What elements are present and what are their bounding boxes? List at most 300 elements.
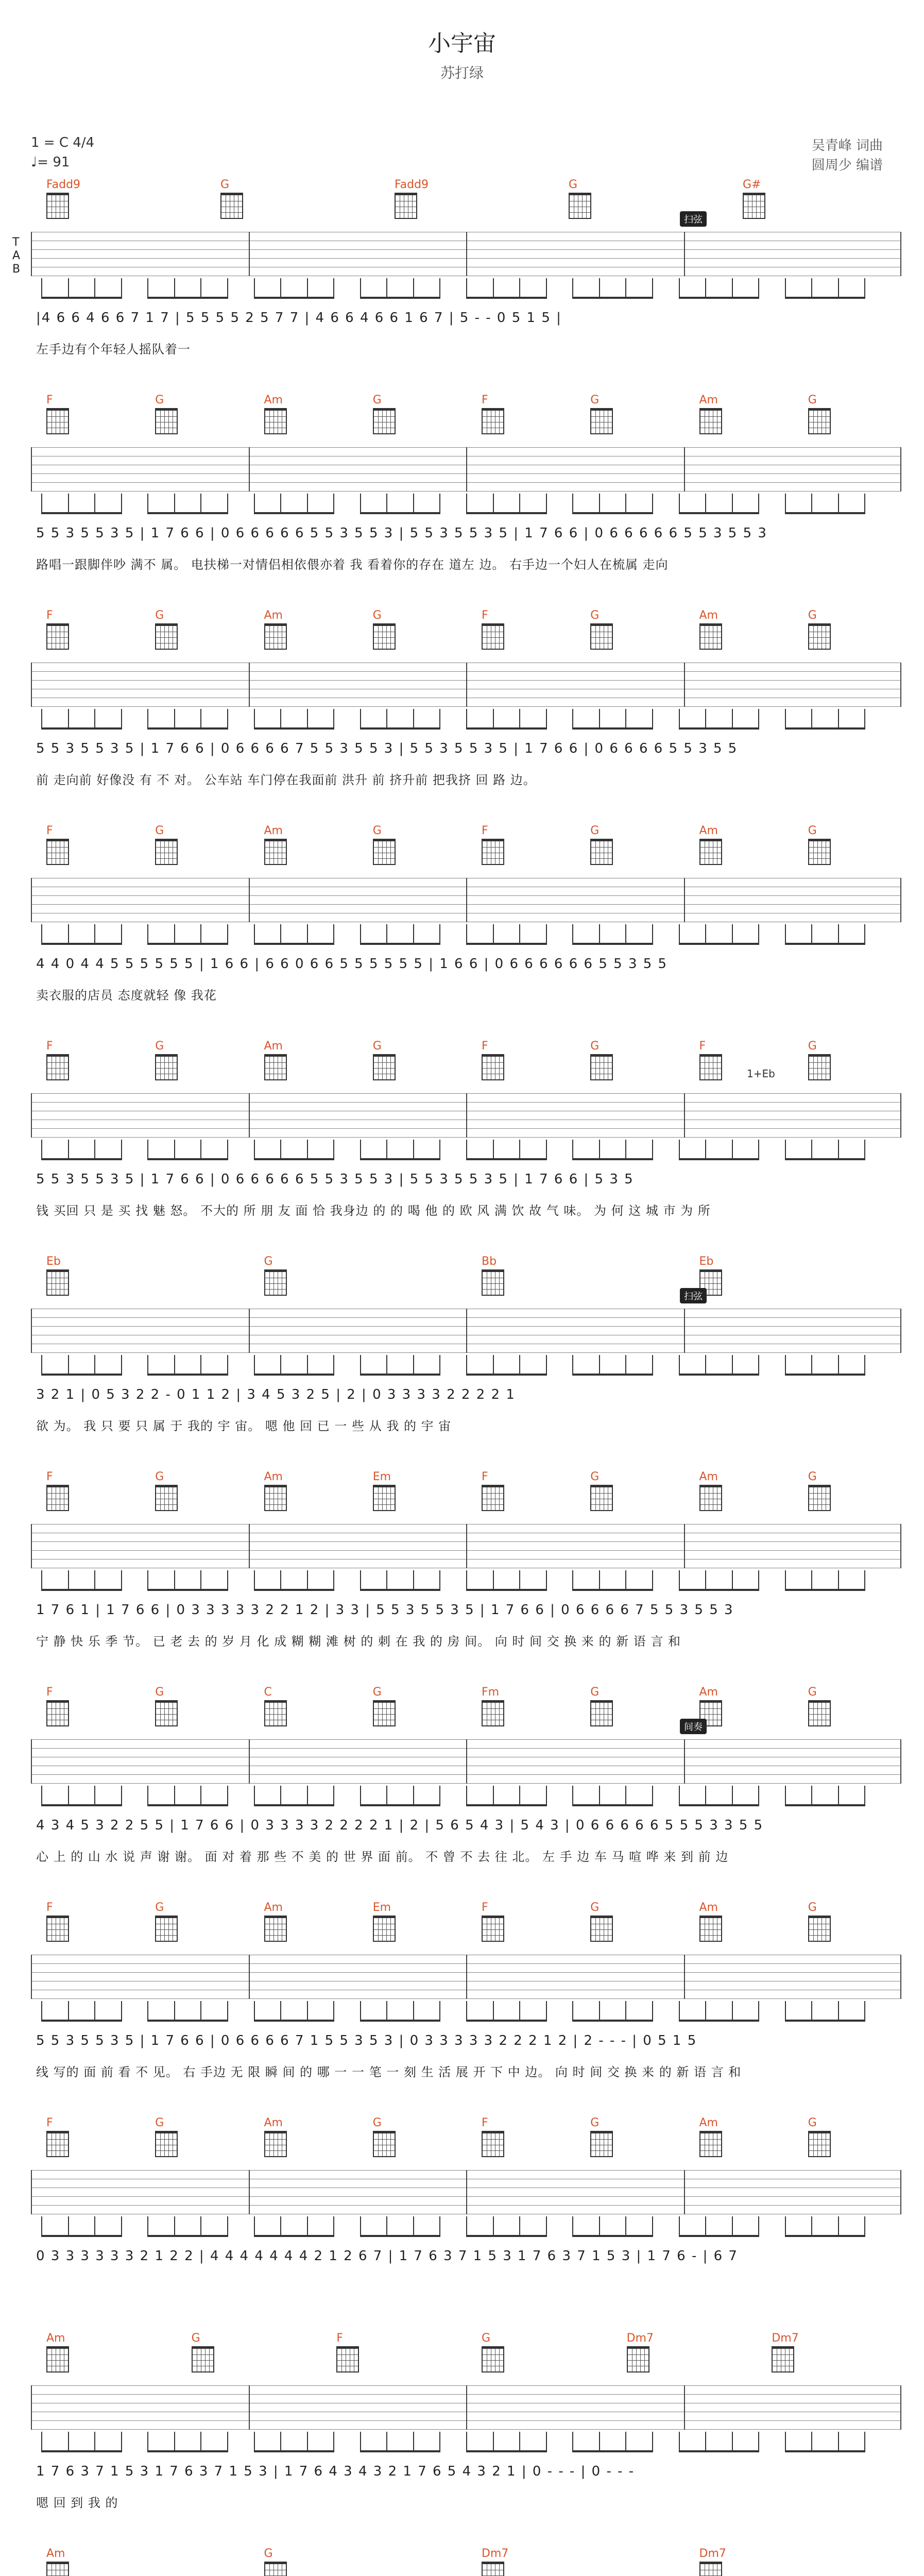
note-stem [121,1355,122,1376]
note-stem [94,924,95,945]
note-stem [413,494,414,514]
chord-name: Fm [482,1686,500,1699]
note-stem [705,1786,706,1806]
chord-name: F [46,824,53,837]
bar-line [31,1093,32,1138]
note-stem [758,709,759,730]
note-stem [599,1140,600,1160]
bar-line [684,1524,685,1568]
note-beam [466,1589,547,1591]
chord-name: G [155,1040,164,1053]
note-stem [785,2001,786,2022]
chord-name: G [590,1686,600,1699]
tab-system [0,821,924,1037]
note-beam [41,727,122,730]
chord-diagram-icon [699,1485,722,1511]
chord-diagram-icon [482,839,504,865]
chord-diagram-icon [46,408,69,434]
note-stem [439,2001,440,2022]
note-stem [147,709,148,730]
note-beam [679,2020,760,2022]
note-stem [758,1786,759,1806]
note-stem [785,1355,786,1376]
note-stem [572,2432,573,2452]
chord-name: G [482,2332,491,2345]
chord-name: Am [264,609,283,622]
note-beam [360,727,441,730]
note-beam [254,1589,335,1591]
note-stem [785,494,786,514]
note-stem [41,1570,42,1591]
bar-line [249,1524,250,1568]
note-beam [147,2450,228,2452]
note-stem [732,1355,733,1376]
note-beam [360,512,441,514]
note-beam [572,2020,653,2022]
tab-system [0,1252,924,1467]
note-stem [625,2001,626,2022]
note-stem [254,494,255,514]
chord-diagram-icon [590,839,613,865]
note-stem [174,1140,175,1160]
chord-name: Eb [699,1255,714,1268]
note-stem [599,709,600,730]
bar-line [466,1309,467,1353]
note-stem [147,278,148,299]
note-stem [413,2001,414,2022]
note-stem [572,2216,573,2237]
note-stem [732,1570,733,1591]
chord-name: G [372,824,382,837]
note-stem [333,1140,334,1160]
note-stem [227,924,228,945]
chord-name: Am [264,2116,283,2129]
note-stem [466,1355,467,1376]
chord-name: G [372,1040,382,1053]
note-stem [493,494,494,514]
note-stem [625,1355,626,1376]
note-stem [546,494,547,514]
note-stem [625,2216,626,2237]
chord-diagram-icon [482,2131,504,2157]
note-stem [732,924,733,945]
note-stem [572,1140,573,1160]
note-stem [227,278,228,299]
note-stem [466,924,467,945]
chord-name: G [590,1470,600,1483]
note-stem [360,278,361,299]
bar-line [249,232,250,276]
note-stem [785,924,786,945]
note-stem [466,2216,467,2237]
note-stem [864,924,865,945]
chord-name: Am [699,609,718,622]
note-beam [360,1589,441,1591]
chord-name: Dm7 [626,2332,654,2345]
note-stem [200,278,201,299]
note-stem [679,2001,680,2022]
note-stem [41,924,42,945]
note-stem [838,2001,839,2022]
note-stem [705,1570,706,1591]
note-stem [758,1570,759,1591]
note-beam [466,297,547,299]
note-stem [652,924,653,945]
note-stem [864,278,865,299]
chord-diagram-icon [699,2131,722,2157]
note-stem [519,494,520,514]
tab-system [0,391,924,606]
note-beam [41,297,122,299]
note-stem [466,1140,467,1160]
note-stem [200,1570,201,1591]
note-stem [174,709,175,730]
chord-diagram-icon [699,623,722,650]
note-stem [121,1570,122,1591]
note-stem [174,1786,175,1806]
note-stem [413,1140,414,1160]
note-stem [599,2001,600,2022]
note-stem [227,2001,228,2022]
note-stem [546,709,547,730]
note-stem [493,709,494,730]
chord-diagram-icon [46,623,69,650]
note-stem [68,1570,69,1591]
chord-diagram-icon [46,839,69,865]
note-stem [838,494,839,514]
note-stem [732,709,733,730]
note-stem [254,1140,255,1160]
note-stem [679,709,680,730]
note-stem [360,494,361,514]
note-stem [679,924,680,945]
note-stem [386,494,387,514]
note-stem [386,2432,387,2452]
note-beam [360,297,441,299]
note-stem [94,2432,95,2452]
chord-name: G [155,609,164,622]
note-stem [811,709,812,730]
chord-name: G [155,824,164,837]
note-beam [785,727,866,730]
chord-diagram-icon [482,1054,504,1080]
note-stem [705,2432,706,2452]
chord-diagram-icon [808,2131,831,2157]
note-stem [254,1570,255,1591]
tab-system [0,2113,924,2329]
chord-diagram-icon [264,623,287,650]
note-beam [679,1374,760,1376]
chord-name: G [808,1040,817,1053]
note-stem [864,1355,865,1376]
note-stem [41,2432,42,2452]
note-stem [386,2216,387,2237]
bar-line [900,878,901,922]
note-stem [811,1786,812,1806]
chord-name: G [372,2116,382,2129]
note-stem [732,1786,733,1806]
note-stem [732,2216,733,2237]
note-stem [705,709,706,730]
note-stem [227,2432,228,2452]
note-beam [785,2020,866,2022]
note-beam [147,1158,228,1160]
bar-line [684,2170,685,2214]
note-beam [785,1804,866,1806]
note-stem [147,2432,148,2452]
bar-line [31,232,32,276]
note-beam [785,943,866,945]
bar-line [684,232,685,276]
note-stem [705,2216,706,2237]
note-stem [439,924,440,945]
bar-line [466,1955,467,1999]
note-beam [679,727,760,730]
note-stem [439,494,440,514]
bar-line [900,2170,901,2214]
note-stem [466,494,467,514]
chord-diagram-icon [808,623,831,650]
chord-name: G [372,394,382,406]
note-stem [227,1355,228,1376]
chord-name: G [155,2116,164,2129]
jianpu-line: 5 5 3 5 5 3 5 | 1 7 6 6 | 0 6 6 6 6 7 1 5 5 3 5 3 | 0 3 3 3 3 3 2 2 2 1 2 | 2 - - - | 0 5 1 5 [36,2033,697,2048]
chord-diagram-icon [590,1916,613,1942]
chord-name: Am [699,1901,718,1914]
chord-diagram-icon [155,2131,178,2157]
bar-line [684,663,685,707]
chord-name: Am [699,1470,718,1483]
note-stem [94,278,95,299]
note-stem [625,924,626,945]
note-stem [572,924,573,945]
chord-diagram-icon [46,193,69,219]
note-stem [227,1570,228,1591]
note-stem [41,2001,42,2022]
note-stem [864,709,865,730]
note-stem [333,709,334,730]
chord-name: Eb [46,1255,61,1268]
bar-line [466,447,467,492]
note-stem [413,1786,414,1806]
note-stem [811,1355,812,1376]
chord-name: F [482,1040,488,1053]
note-stem [838,1140,839,1160]
note-beam [466,727,547,730]
note-beam [572,943,653,945]
note-stem [333,2216,334,2237]
note-beam [679,2450,760,2452]
bar-line [466,878,467,922]
note-stem [200,924,201,945]
technique-stamp: 扫弦 [680,1288,707,1303]
note-stem [652,494,653,514]
note-stem [811,1140,812,1160]
chord-diagram-icon [373,2131,396,2157]
note-stem [546,278,547,299]
chord-name: Am [264,394,283,406]
chord-name: G [191,2332,200,2345]
note-stem [838,1355,839,1376]
chord-diagram-icon [155,623,178,650]
note-stem [333,2001,334,2022]
chord-name: F [699,1040,706,1053]
note-stem [333,278,334,299]
note-beam [360,1374,441,1376]
note-stem [811,494,812,514]
chord-diagram-icon [699,1054,722,1080]
note-stem [732,278,733,299]
note-stem [732,494,733,514]
note-stem [94,1570,95,1591]
chord-name: G [808,609,817,622]
note-beam [41,1589,122,1591]
note-stem [413,924,414,945]
note-beam [572,2235,653,2237]
note-beam [679,297,760,299]
note-stem [679,1786,680,1806]
chord-name: G [590,824,600,837]
note-stem [679,1570,680,1591]
note-beam [572,1158,653,1160]
bar-line [466,1524,467,1568]
note-beam [679,2235,760,2237]
note-beam [147,512,228,514]
note-stem [599,2216,600,2237]
chord-name: G [590,1040,600,1053]
chord-name: G [569,178,578,191]
note-stem [121,2432,122,2452]
note-stem [254,2432,255,2452]
note-stem [493,924,494,945]
chord-diagram-icon [482,1269,504,1296]
note-stem [360,924,361,945]
note-stem [41,1355,42,1376]
note-stem [493,2001,494,2022]
note-stem [758,2216,759,2237]
note-stem [625,709,626,730]
note-stem [785,2432,786,2452]
note-beam [254,2020,335,2022]
note-stem [625,1570,626,1591]
tab-system [0,606,924,821]
bar-line [684,878,685,922]
note-stem [333,924,334,945]
chord-diagram-icon [590,623,613,650]
note-stem [121,2001,122,2022]
note-stem [360,2216,361,2237]
note-beam [41,2020,122,2022]
note-stem [864,1570,865,1591]
note-stem [519,924,520,945]
note-stem [307,1570,308,1591]
note-stem [333,2432,334,2452]
arranger-credit: 圆周少 编谱 [811,158,883,173]
note-stem [732,2432,733,2452]
note-beam [679,943,760,945]
note-stem [599,924,600,945]
note-stem [652,1140,653,1160]
note-stem [572,2001,573,2022]
note-stem [94,1786,95,1806]
chord-name: G [590,1901,600,1914]
chord-diagram-icon [772,2346,794,2372]
note-stem [625,278,626,299]
note-stem [493,1570,494,1591]
note-beam [572,1374,653,1376]
tempo-marking: ♩= 91 [31,155,70,170]
jianpu-line: 1 7 6 1 | 1 7 6 6 | 0 3 3 3 3 3 2 2 1 2 | 3 3 | 5 5 3 5 5 3 5 | 1 7 6 6 | 0 6 6 6 6 7 5 5 3 5 5 3 [36,1602,734,1618]
note-stem [572,494,573,514]
note-stem [147,494,148,514]
note-stem [147,1140,148,1160]
note-stem [493,2432,494,2452]
jianpu-line: 3 2 1 | 0 5 3 2 2 - 0 1 1 2 | 3 4 5 3 2 5 | 2 | 0 3 3 3 3 2 2 2 2 1 [36,1387,516,1402]
chord-name: G [155,1901,164,1914]
note-stem [785,709,786,730]
chord-diagram-icon [46,2562,69,2576]
bar-line [900,447,901,492]
note-beam [254,512,335,514]
note-beam [41,2450,122,2452]
note-stem [360,2432,361,2452]
chord-name: Em [372,1470,391,1483]
note-stem [254,1355,255,1376]
note-stem [466,278,467,299]
note-beam [572,727,653,730]
note-beam [679,1589,760,1591]
chord-name: G [590,2116,600,2129]
note-beam [254,2450,335,2452]
note-beam [785,2235,866,2237]
note-stem [174,494,175,514]
note-stem [838,278,839,299]
note-stem [227,1140,228,1160]
note-stem [333,1570,334,1591]
chord-diagram-icon [264,839,287,865]
chord-name: Am [699,2116,718,2129]
note-stem [147,1355,148,1376]
note-stem [599,494,600,514]
note-stem [227,1786,228,1806]
chord-name: G [264,2547,273,2560]
note-beam [785,1158,866,1160]
note-stem [254,2216,255,2237]
note-stem [546,2216,547,2237]
note-stem [785,1786,786,1806]
chord-diagram-icon [808,408,831,434]
chord-name: F [482,1470,488,1483]
note-stem [838,924,839,945]
jianpu-line: 0 3 3 3 3 3 3 2 1 2 2 | 4 4 4 4 4 4 4 2 1 2 6 7 | 1 7 6 3 7 1 5 3 1 7 6 3 7 1 5 3 | 1 7 6 - | 6 7 [36,2248,738,2264]
note-stem [174,924,175,945]
note-stem [705,278,706,299]
chord-name: Am [264,824,283,837]
note-stem [121,1140,122,1160]
note-stem [333,494,334,514]
note-stem [280,2001,281,2022]
note-stem [307,924,308,945]
chord-name: Am [46,2547,65,2560]
note-stem [68,1355,69,1376]
note-beam [785,2450,866,2452]
chord-diagram-icon [373,1700,396,1726]
note-stem [466,1570,467,1591]
bar-line [900,1739,901,1784]
note-stem [386,1570,387,1591]
chord-diagram-icon [627,2346,649,2372]
chord-name: Dm7 [772,2332,799,2345]
